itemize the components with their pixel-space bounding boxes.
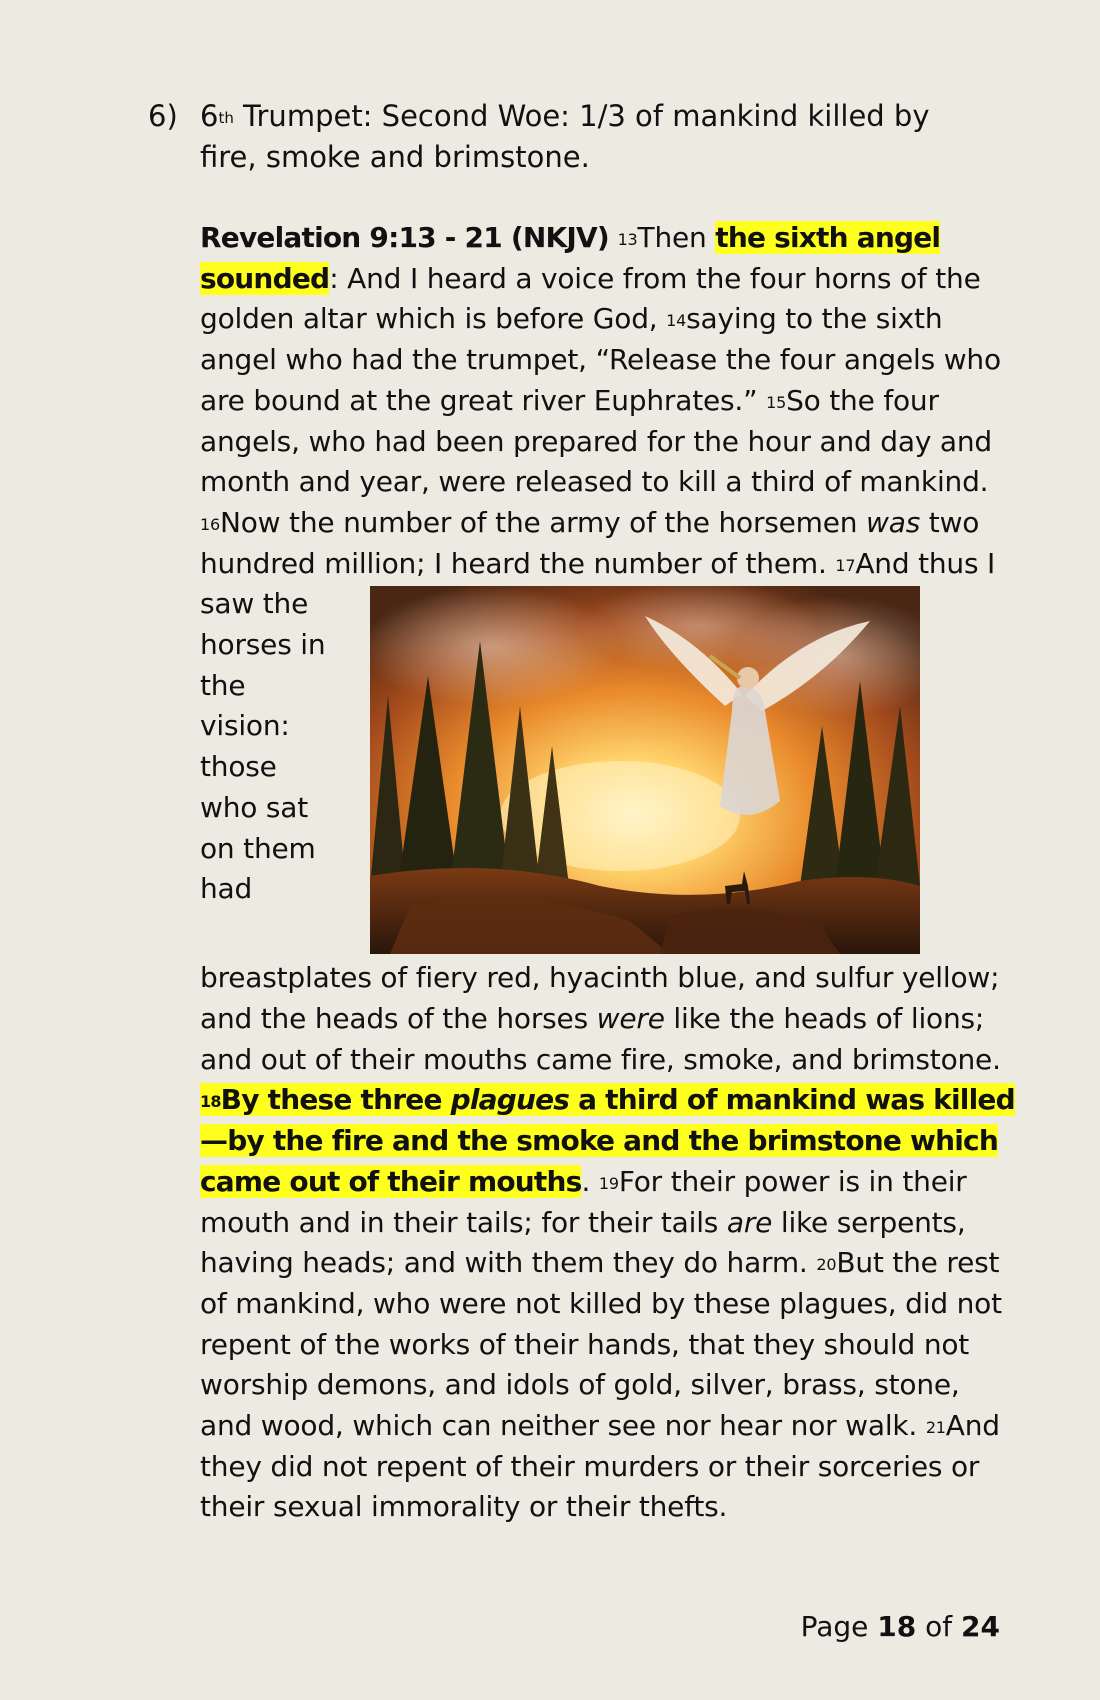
passage-reference: Revelation 9:13 - 21 (NKJV) <box>200 221 609 254</box>
page-of: of <box>916 1610 962 1643</box>
verse-17-text: And thus I saw the horses in the vision: those who sat on them had breastplates of fiery red, hyacinth blue, and sulfur yellow; and the heads of the horses <box>200 546 1000 1036</box>
verse-number-14: 14 <box>666 311 687 331</box>
angel-fire-image <box>370 586 920 954</box>
verse-17-italic: were <box>596 1002 665 1036</box>
section-heading <box>200 96 980 178</box>
verse-13-intro: Then <box>637 221 716 254</box>
verse-19-italic: are <box>726 1205 773 1239</box>
page-current: 18 <box>877 1610 917 1643</box>
verse-20-text: But the rest of mankind, who were not killed by these plagues, did not repent of the works of their hands, that they should not worship demons, and idols of gold, silver, brass, stone, and wood, which can neither see nor hear nor walk. <box>200 1246 1002 1443</box>
verse-17-text-end: like the heads of lions; and out of their mouths came fire, smoke, and brimstone. <box>200 1002 1001 1076</box>
scripture-passage <box>200 218 1020 1528</box>
heading-text: Trumpet: Second Woe: 1/3 of mankind killed by fire, smoke and brimstone. <box>200 99 930 174</box>
verse-15-text: So the four angels, who had been prepared for the hour and day and month and year, were released to kill a third of mankind. <box>200 383 992 499</box>
verse-number-19: 19 <box>598 1173 619 1193</box>
page-label: Page <box>800 1610 878 1643</box>
verse-number-20: 20 <box>816 1255 837 1275</box>
verse-19-text-end: like serpents, having heads; and with them they do harm. <box>200 1205 966 1280</box>
verse-13-text: : And I heard a voice from the four horns of the golden altar which is before God, <box>200 261 981 336</box>
verse-number-16: 16 <box>200 514 220 534</box>
verse-18-punct: . <box>581 1164 599 1198</box>
highlight-verse-18-end: a third of mankind was killed—by the fire and the smoke and the brimstone which came out of their mouths <box>200 1083 1015 1198</box>
page-total: 24 <box>961 1610 1000 1643</box>
ordinal-suffix: th <box>218 109 234 127</box>
highlight-verse-18: By these three <box>220 1083 451 1117</box>
verse-14-text: saying to the sixth angel who had the trumpet, “Release the four angels who are bound at the great river Euphrates.” <box>200 302 1001 417</box>
list-item-number: 6) <box>148 99 178 133</box>
page-indicator <box>801 1610 1000 1643</box>
highlight-verse-18-italic: plagues <box>450 1083 570 1117</box>
verse-16-text-end: two hundred million; I heard the number of them. <box>200 505 980 580</box>
verse-number-18: 18 <box>200 1092 221 1112</box>
verse-number-21: 21 <box>925 1418 946 1438</box>
verse-number-15: 15 <box>766 392 787 412</box>
verse-number-13: 13 <box>617 230 638 249</box>
verse-number-17: 17 <box>835 555 856 575</box>
angel-fire-illustration <box>370 586 920 954</box>
verse-16-italic: was <box>866 505 921 539</box>
verse-19-text: For their power is in their mouth and in their tails; for their tails <box>200 1164 967 1239</box>
verse-16-text: Now the number of the army of the horsemen <box>219 505 867 539</box>
verse-21-text: And they did not repent of their murders or their sorceries or their sexual immorality or their thefts. <box>200 1409 1000 1524</box>
trumpet-ordinal: 6 <box>200 99 219 133</box>
highlight-sixth-angel: the sixth angel sounded <box>200 221 941 295</box>
